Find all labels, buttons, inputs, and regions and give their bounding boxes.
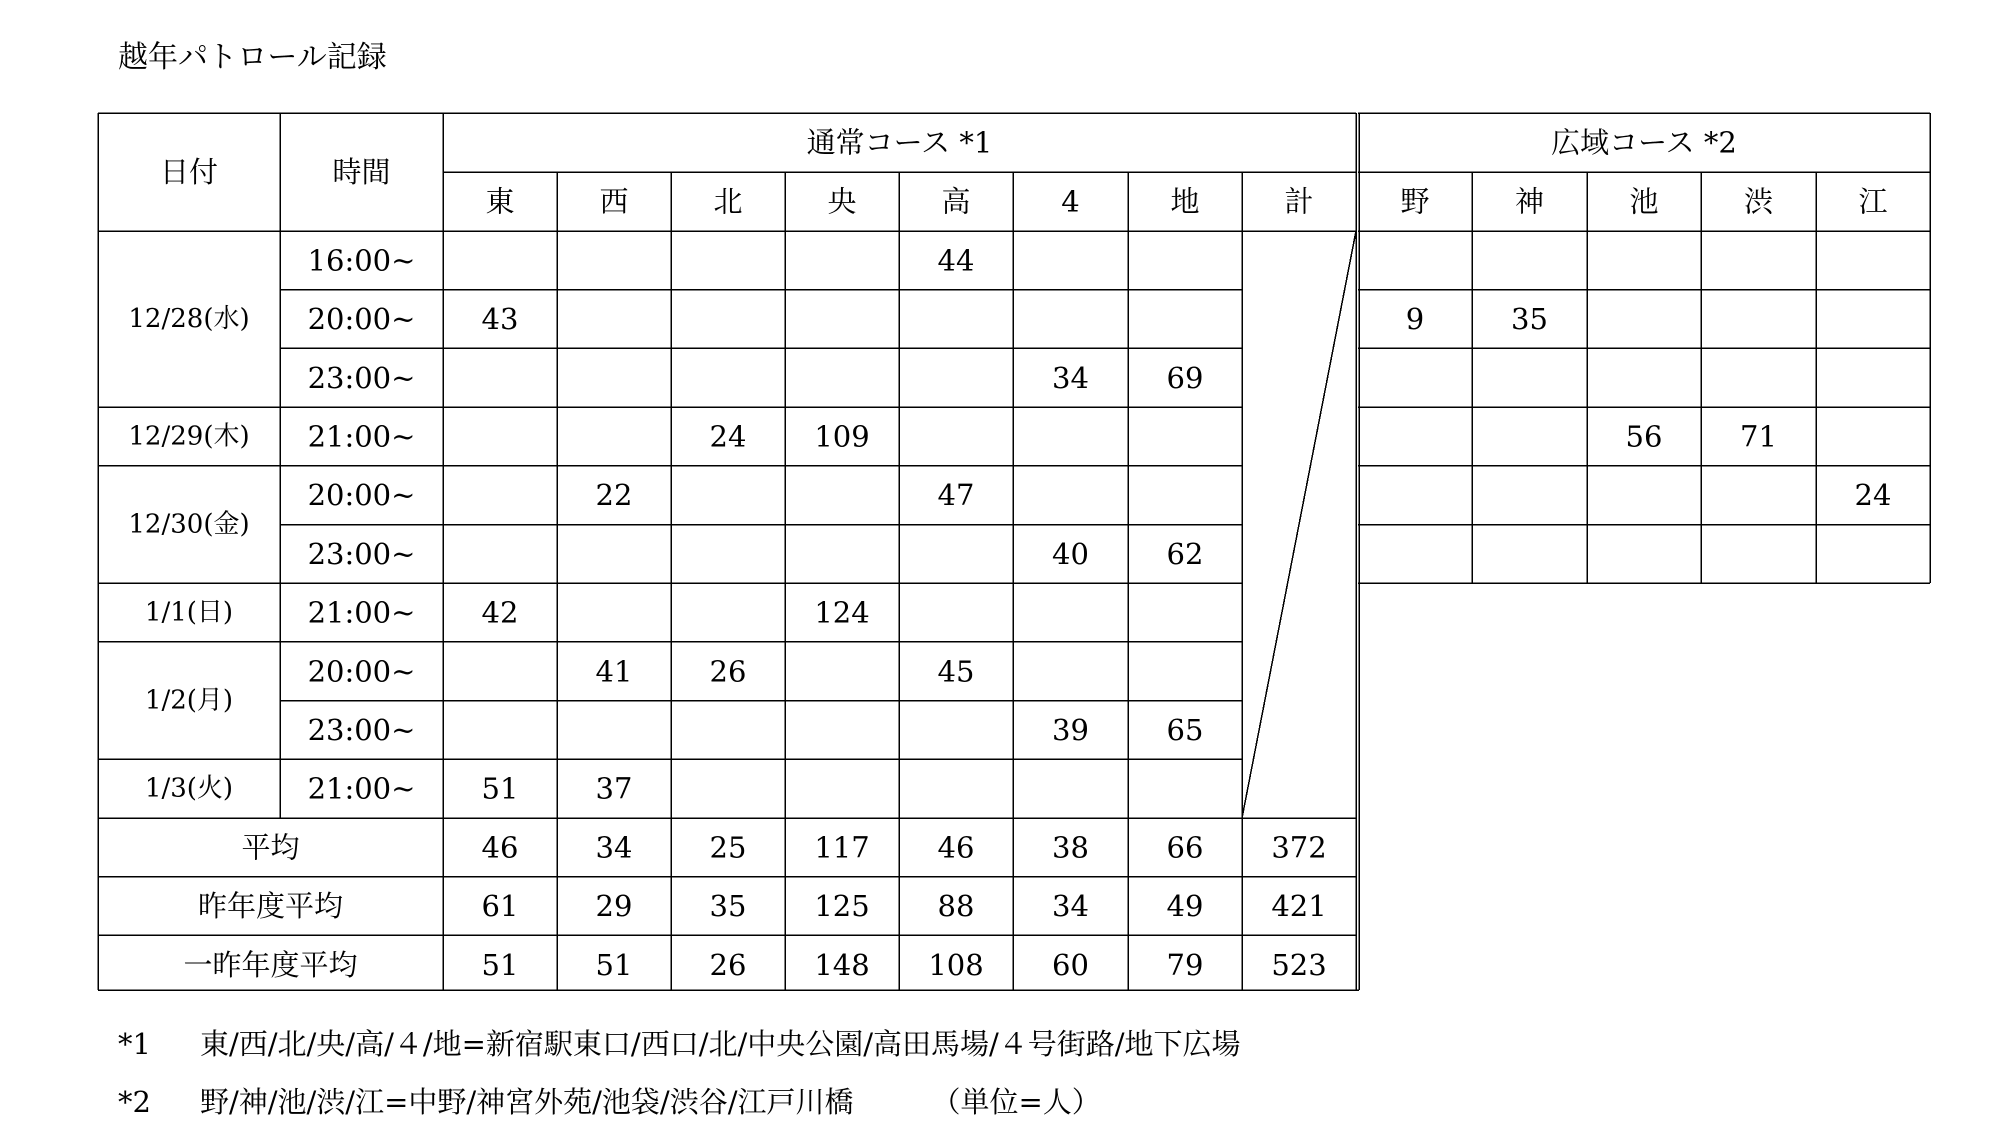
summary-label: 昨年度平均	[197, 889, 344, 924]
footnote-2-text: 野/神/池/渋/江=中野/神宮外苑/池袋/渋谷/江戸川橋	[200, 1085, 854, 1119]
column-header: 4	[1061, 184, 1080, 219]
summary-value: 523	[1271, 947, 1327, 982]
count-cell: 62	[1166, 536, 1204, 571]
count-cell: 51	[481, 771, 519, 806]
column-header: 東	[485, 184, 515, 219]
wide-column-header: 渋	[1743, 184, 1774, 219]
summary-value: 25	[709, 830, 747, 865]
header-normal-course: 通常コース *1	[806, 125, 993, 160]
header-date: 日付	[159, 155, 219, 189]
summary-value: 51	[595, 947, 633, 982]
total-column-slash	[1242, 231, 1356, 818]
time-cell: 23:00~	[307, 712, 416, 747]
footnote-1-text: 東/西/北/央/高/４/地=新宿駅東口/西口/北/中央公園/高田馬場/４号街路/地下広場	[200, 1027, 1241, 1061]
unit-note: （単位=人）	[931, 1085, 1101, 1119]
wide-count-cell: 35	[1511, 302, 1548, 337]
column-header: 高	[941, 184, 971, 219]
wide-column-header: 神	[1514, 184, 1545, 219]
count-cell: 109	[814, 419, 870, 454]
header-wide-course: 広域コース *2	[1551, 125, 1737, 160]
summary-value: 34	[595, 830, 633, 865]
count-cell: 65	[1166, 712, 1204, 747]
summary-label: 平均	[241, 830, 300, 865]
count-cell: 45	[937, 654, 975, 689]
date-cell: 12/28(水)	[128, 304, 250, 335]
wide-column-header: 池	[1629, 184, 1659, 219]
count-cell: 24	[709, 419, 747, 454]
summary-value: 60	[1052, 947, 1089, 982]
wide-count-cell: 71	[1740, 419, 1777, 454]
column-header: 計	[1284, 184, 1314, 219]
date-cell: 12/29(木)	[128, 421, 250, 452]
summary-value: 88	[937, 889, 975, 924]
date-cell: 1/2(月)	[144, 685, 234, 716]
summary-value: 61	[481, 889, 519, 924]
summary-value: 51	[481, 947, 519, 982]
column-header: 央	[827, 184, 857, 219]
count-cell: 69	[1166, 360, 1204, 395]
count-cell: 26	[709, 654, 747, 689]
footnote-2	[118, 1082, 1101, 1122]
time-cell: 23:00~	[307, 360, 416, 395]
count-cell: 42	[481, 595, 519, 630]
footnote-2-mark: *2	[118, 1085, 151, 1119]
summary-label: 一昨年度平均	[183, 947, 358, 982]
wide-column-header: 野	[1400, 184, 1430, 219]
column-header: 地	[1170, 184, 1200, 219]
footnote-1-mark: *1	[118, 1027, 151, 1061]
time-cell: 20:00~	[307, 302, 416, 337]
summary-value: 125	[814, 889, 870, 924]
summary-value: 34	[1052, 889, 1089, 924]
time-cell: 23:00~	[307, 536, 416, 571]
wide-count-cell: 9	[1405, 302, 1425, 337]
document-title: 越年パトロール記録	[118, 40, 387, 75]
count-cell: 47	[937, 478, 975, 513]
summary-value: 26	[709, 947, 747, 982]
count-cell: 22	[595, 478, 633, 513]
wide-count-cell: 56	[1625, 419, 1663, 454]
date-cell: 12/30(金)	[128, 509, 250, 540]
count-cell: 124	[814, 595, 870, 630]
column-header: 西	[599, 184, 629, 219]
summary-value: 49	[1166, 889, 1204, 924]
count-cell: 40	[1052, 536, 1089, 571]
count-cell: 34	[1052, 360, 1089, 395]
summary-value: 38	[1052, 830, 1089, 865]
column-header: 北	[713, 184, 743, 219]
time-cell: 21:00~	[307, 595, 416, 630]
count-cell: 44	[937, 243, 975, 278]
count-cell: 39	[1052, 712, 1089, 747]
wide-column-header: 江	[1858, 184, 1888, 219]
time-cell: 20:00~	[307, 478, 416, 513]
summary-value: 148	[814, 947, 870, 982]
summary-value: 46	[937, 830, 975, 865]
header-time: 時間	[332, 155, 391, 189]
time-cell: 20:00~	[307, 654, 416, 689]
date-cell: 1/3(火)	[144, 773, 234, 804]
summary-value: 421	[1271, 889, 1327, 924]
time-cell: 21:00~	[307, 419, 416, 454]
count-cell: 37	[595, 771, 633, 806]
summary-value: 35	[709, 889, 747, 924]
wide-count-cell: 24	[1854, 478, 1892, 513]
summary-value: 108	[928, 947, 984, 982]
count-cell: 43	[481, 302, 519, 337]
summary-value: 46	[481, 830, 519, 865]
date-cell: 1/1(日)	[144, 597, 234, 628]
time-cell: 16:00~	[307, 243, 416, 278]
summary-value: 79	[1166, 947, 1204, 982]
summary-value: 117	[814, 830, 870, 865]
summary-value: 29	[595, 889, 633, 924]
summary-value: 66	[1166, 830, 1204, 865]
count-cell: 41	[595, 654, 633, 689]
time-cell: 21:00~	[307, 771, 416, 806]
footnote-1	[118, 1024, 1241, 1064]
summary-value: 372	[1271, 830, 1327, 865]
